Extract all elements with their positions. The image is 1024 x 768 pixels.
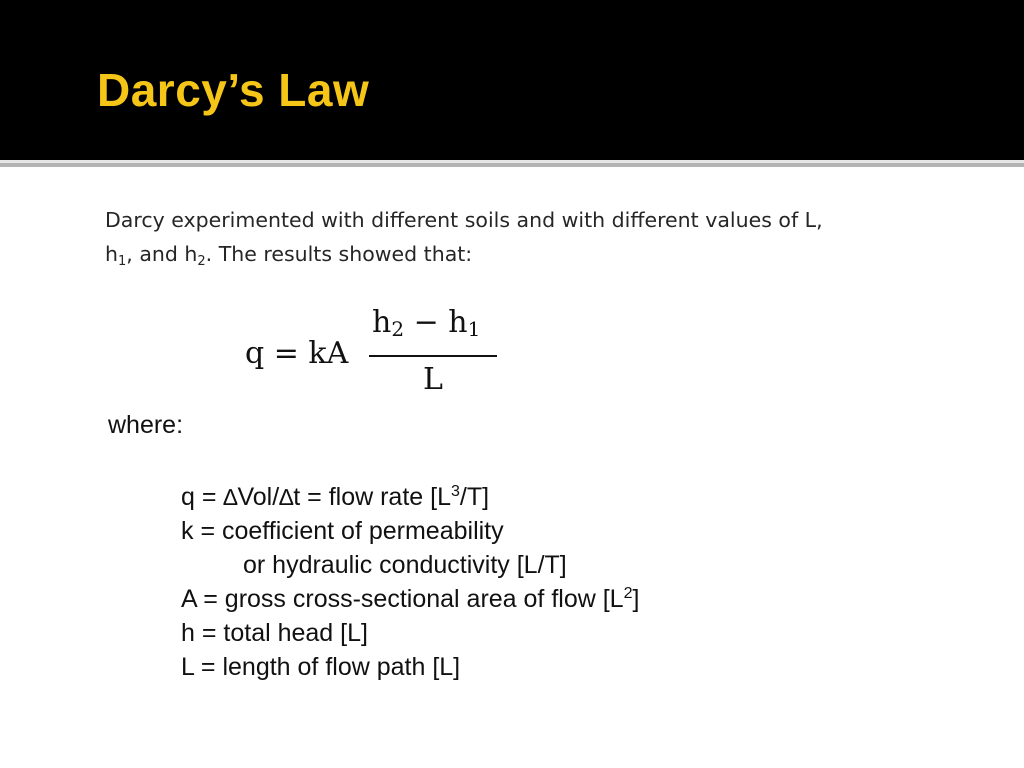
- results-text: . The results showed that:: [205, 242, 473, 266]
- definition-h: h = total head [L]: [181, 619, 368, 647]
- q-superscript: 3: [450, 483, 460, 500]
- fraction-bar: [369, 355, 497, 357]
- h1-subscript: 1: [118, 254, 127, 269]
- definition-a: [181, 582, 801, 616]
- title-divider: [0, 163, 1024, 167]
- definitions-list: [181, 480, 801, 684]
- numerator-minus-h1: − h: [404, 305, 468, 340]
- a-text: A = gross cross-sectional area of flow [L: [181, 585, 624, 613]
- numerator-h2: h: [372, 305, 392, 340]
- delta-symbol: ∆: [223, 484, 238, 510]
- equation-denominator: L: [423, 362, 443, 397]
- darcy-equation: [245, 303, 515, 403]
- q-end: /T]: [459, 483, 490, 511]
- a-end: ]: [632, 585, 640, 613]
- q-prefix: q =: [181, 483, 224, 511]
- slide-title: Darcy’s Law: [97, 64, 370, 116]
- h2-subscript: 2: [197, 254, 206, 269]
- equation-numerator: [372, 305, 480, 341]
- definition-k-continued: or hydraulic conductivity [L/T]: [243, 551, 567, 579]
- and-text: , and h: [126, 242, 198, 266]
- a-superscript: 2: [623, 585, 633, 602]
- h1-symbol: h: [105, 242, 118, 266]
- q-rest: t = flow rate [L: [293, 483, 451, 511]
- definition-q: [181, 480, 801, 514]
- definition-k: k = coefficient of permeability: [181, 517, 504, 545]
- equation-lhs: q = kA: [245, 336, 349, 371]
- intro-paragraph: [105, 203, 935, 271]
- title-bar: [0, 0, 1024, 160]
- delta-symbol: ∆: [279, 484, 294, 510]
- definition-l: L = length of flow path [L]: [181, 653, 461, 681]
- where-label: where:: [108, 411, 184, 439]
- numerator-h2-subscript: 2: [391, 317, 405, 341]
- q-vol: Vol/: [237, 483, 280, 511]
- intro-line-1: Darcy experimented with different soils and with different values of L,: [105, 208, 823, 232]
- numerator-h1-subscript: 1: [467, 317, 481, 341]
